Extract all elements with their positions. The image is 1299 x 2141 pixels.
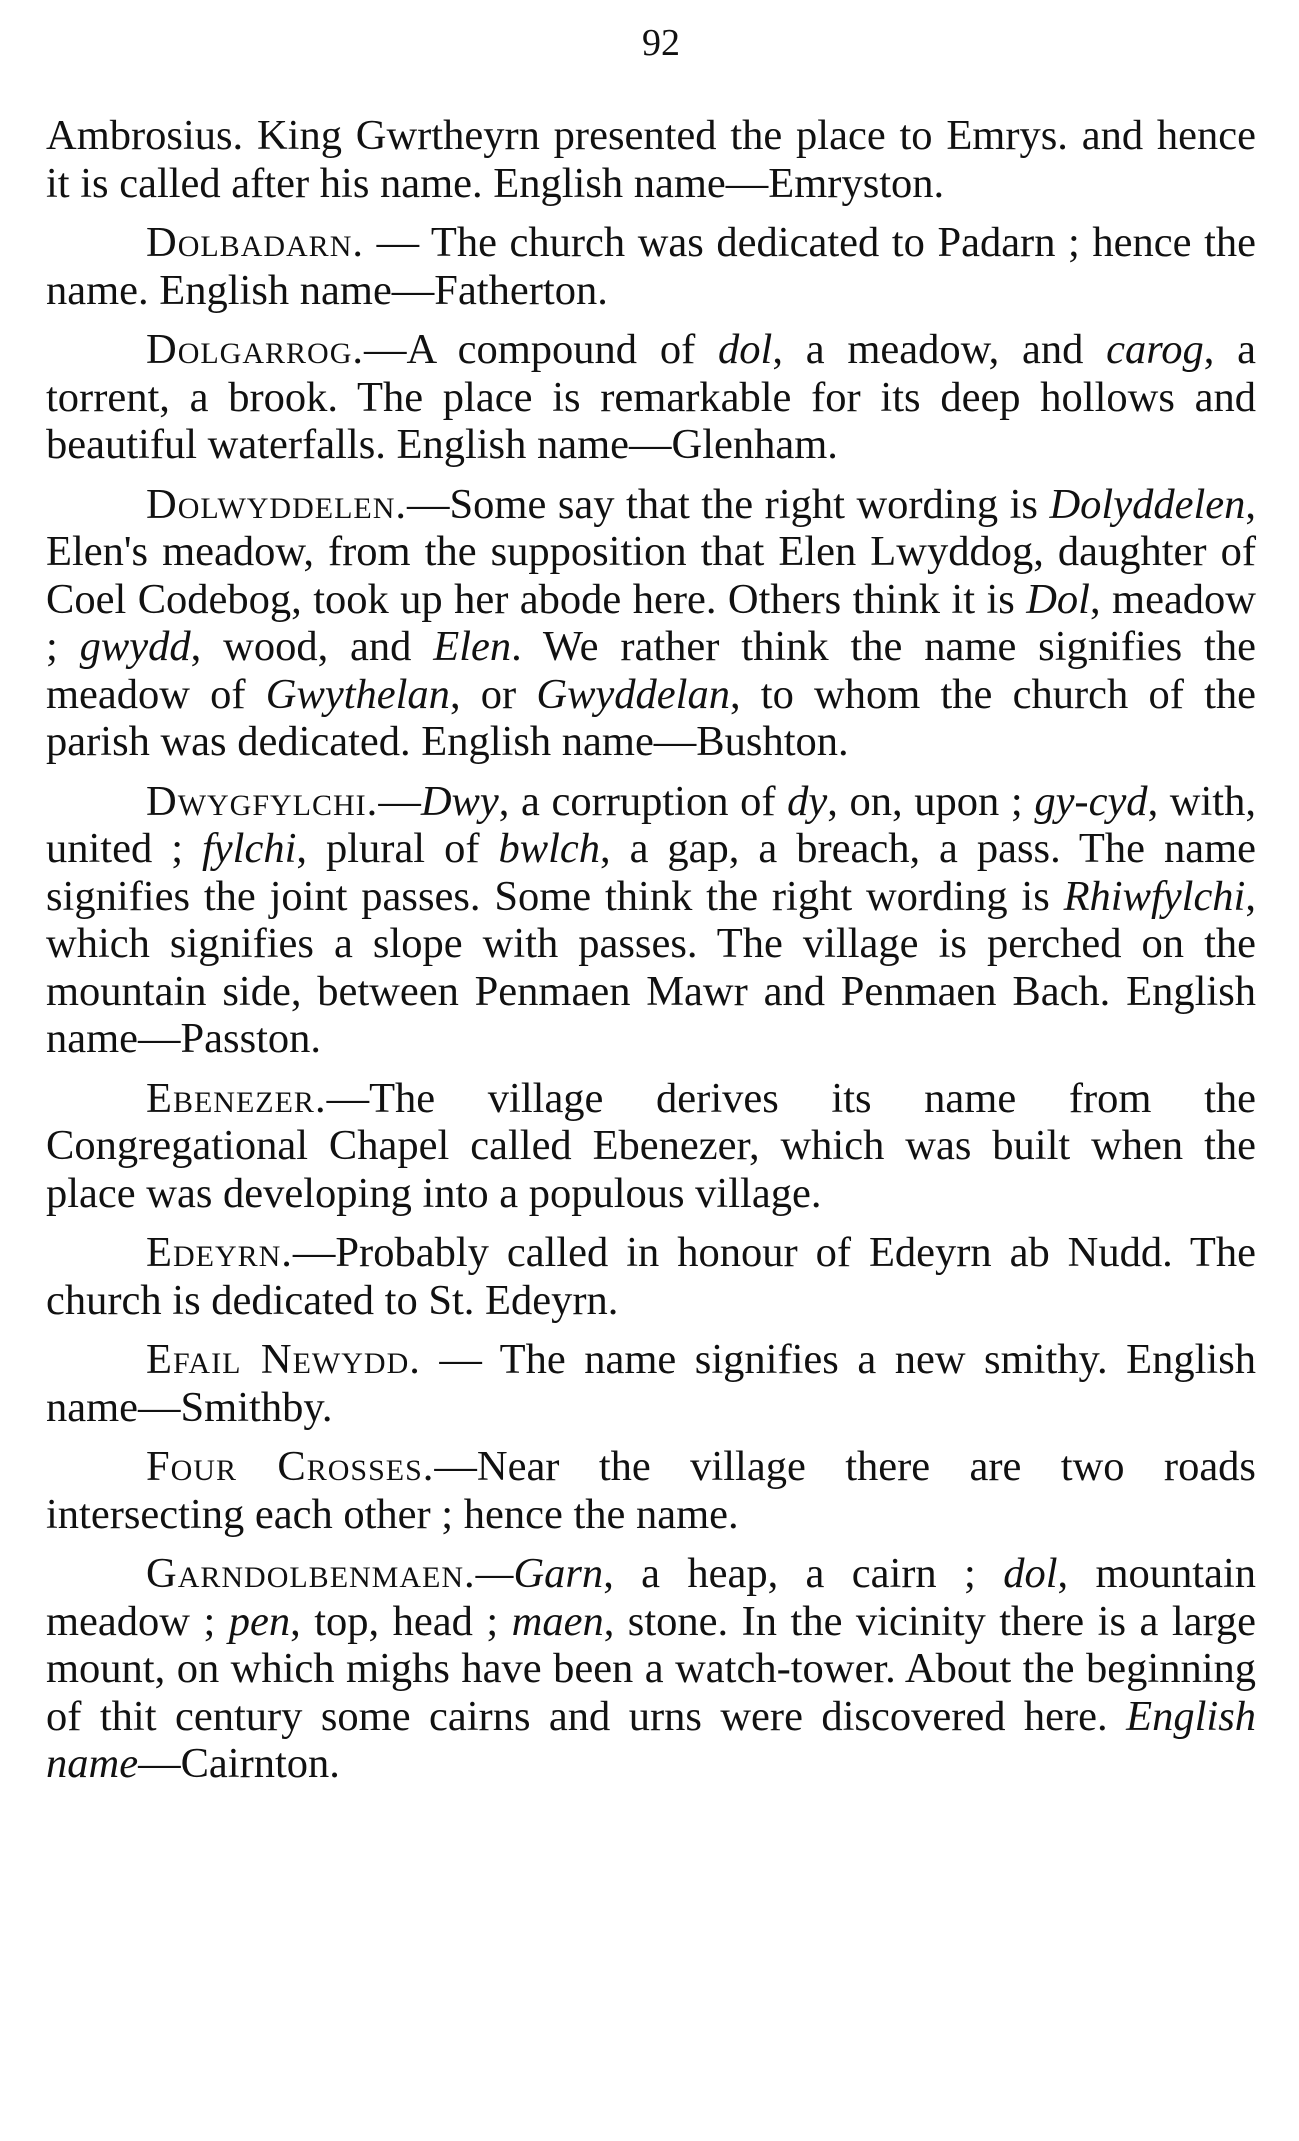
entry-garndolbenmaen (46, 1550, 1256, 1788)
entry-text: Near the village there are two roads intersecting each other ; hence the name. (46, 1443, 1256, 1538)
entry-text: , top, head ; (290, 1597, 512, 1645)
entry-text: The village derives its name from the Congregational Chapel called Ebenezer, which was built when the place was developing into a populous village. (46, 1074, 1256, 1217)
headword: Four Crosses. (146, 1443, 435, 1490)
headword: Garndolbenmaen. (146, 1550, 476, 1597)
entry-text: , a torrent, a brook. The place is remarkable for its deep hollows and beautiful waterfalls. English name—Glenham. (46, 326, 1256, 468)
separator: — (364, 219, 431, 266)
headword: Efail Newydd. (146, 1336, 421, 1383)
headword: Dolwyddelen. (146, 480, 408, 528)
separator: — (420, 1336, 500, 1383)
entry-edeyrn (46, 1229, 1256, 1324)
entry-text: , plural of (296, 825, 499, 872)
separator: — (475, 1550, 514, 1597)
separator: — (326, 1074, 370, 1122)
italic-term: English name (46, 1692, 1256, 1787)
entry-text: Probably called in honour of Edeyrn ab Nudd. The church is dedicated to St. Edeyrn. (46, 1229, 1256, 1324)
italic-term: fylchi (201, 825, 297, 872)
entry-text: , or (449, 670, 537, 718)
entry-text: , with, united ; (46, 777, 1256, 872)
italic-term: Gwythelan (265, 670, 450, 718)
entry-ebenezer (46, 1075, 1256, 1218)
entry-text: , on, upon ; (827, 777, 1035, 825)
entry-text: , a corruption of (498, 777, 788, 825)
entry-text: , to whom the church of the parish was dedicated. English name—Bushton. (46, 670, 1256, 765)
book-page (46, 18, 1256, 1800)
italic-term: dy (787, 777, 828, 825)
italic-term: Dolyddelen (1049, 480, 1246, 528)
entry-dolgarrog (46, 326, 1256, 469)
italic-term: gy-cyd (1034, 777, 1148, 825)
entry-dolwyddelen (46, 481, 1256, 766)
separator: — (292, 1229, 336, 1276)
continuation-paragraph: Ambrosius. King Gwrtheyrn presented the place to Emrys. and hence it is called after his name. English name—Emryston. (46, 112, 1256, 207)
italic-term: Rhiwfylchi (1063, 872, 1246, 920)
italic-term: Dwy (420, 777, 499, 825)
entry-text: , wood, and (190, 623, 434, 670)
italic-term: dol (1003, 1550, 1058, 1597)
headword: Edeyrn. (146, 1229, 293, 1276)
entry-text: The name signifies a new smithy. English name—Smithby. (46, 1336, 1257, 1431)
entry-text: , a meadow, and (772, 326, 1107, 373)
entry-four-crosses (46, 1443, 1256, 1538)
separator: — (364, 326, 407, 373)
italic-term: pen (228, 1597, 291, 1645)
italic-term: Gwyddelan (536, 670, 730, 718)
italic-term: Dol (1026, 575, 1090, 623)
separator: — (378, 777, 421, 825)
headword: Ebenezer. (146, 1074, 327, 1122)
italic-term: maen (511, 1597, 604, 1645)
page-number: 92 (642, 22, 680, 64)
italic-term: Elen (433, 623, 512, 670)
italic-term: Garn (513, 1550, 604, 1597)
entry-dwygfylchi (46, 778, 1256, 1063)
entry-text: , stone. In the vicinity there is a large mount, on which mighs have been a watch-tower. About the beginning of thit century some cairns and urns were discovered here. (46, 1597, 1256, 1740)
entry-text: . We rather think the name signifies the meadow of (46, 623, 1256, 718)
headword: Dolgarrog. (146, 326, 364, 373)
entry-text: Some say that the right wording is (449, 480, 1050, 528)
headword: Dwygfylchi. (146, 777, 379, 825)
italic-term: gwydd (79, 623, 191, 670)
separator: — (434, 1443, 477, 1490)
entry-text: , meadow ; (46, 575, 1256, 670)
entry-efail-newydd (46, 1336, 1256, 1431)
entry-text: —Cairnton. (138, 1740, 340, 1787)
entry-dolbadarn (46, 219, 1256, 314)
entry-text: , Elen's meadow, from the supposition that Elen Lwyddog, daughter of Coel Codebog, took up her abode here. Others think it is (46, 480, 1256, 623)
italic-term: bwlch (498, 825, 600, 872)
entry-text: The church was dedicated to Padarn ; hence the name. English name—Fatherton. (46, 219, 1257, 314)
entry-text: , a heap, a cairn ; (603, 1550, 1004, 1597)
italic-term: carog (1106, 326, 1204, 373)
headword: Dolbadarn. (146, 219, 364, 266)
entry-text: , mountain meadow ; (46, 1550, 1257, 1645)
separator: — (407, 480, 450, 528)
italic-term: dol (718, 326, 773, 373)
entry-text: , a gap, a breach, a pass. The name signifies the joint passes. Some think the right wording is (46, 825, 1256, 920)
entry-text: A compound of (406, 326, 719, 373)
entry-text: , which signifies a slope with passes. The village is perched on the mountain side, between Penmaen Mawr and Penmaen Bach. English name—Passton. (46, 872, 1256, 1062)
